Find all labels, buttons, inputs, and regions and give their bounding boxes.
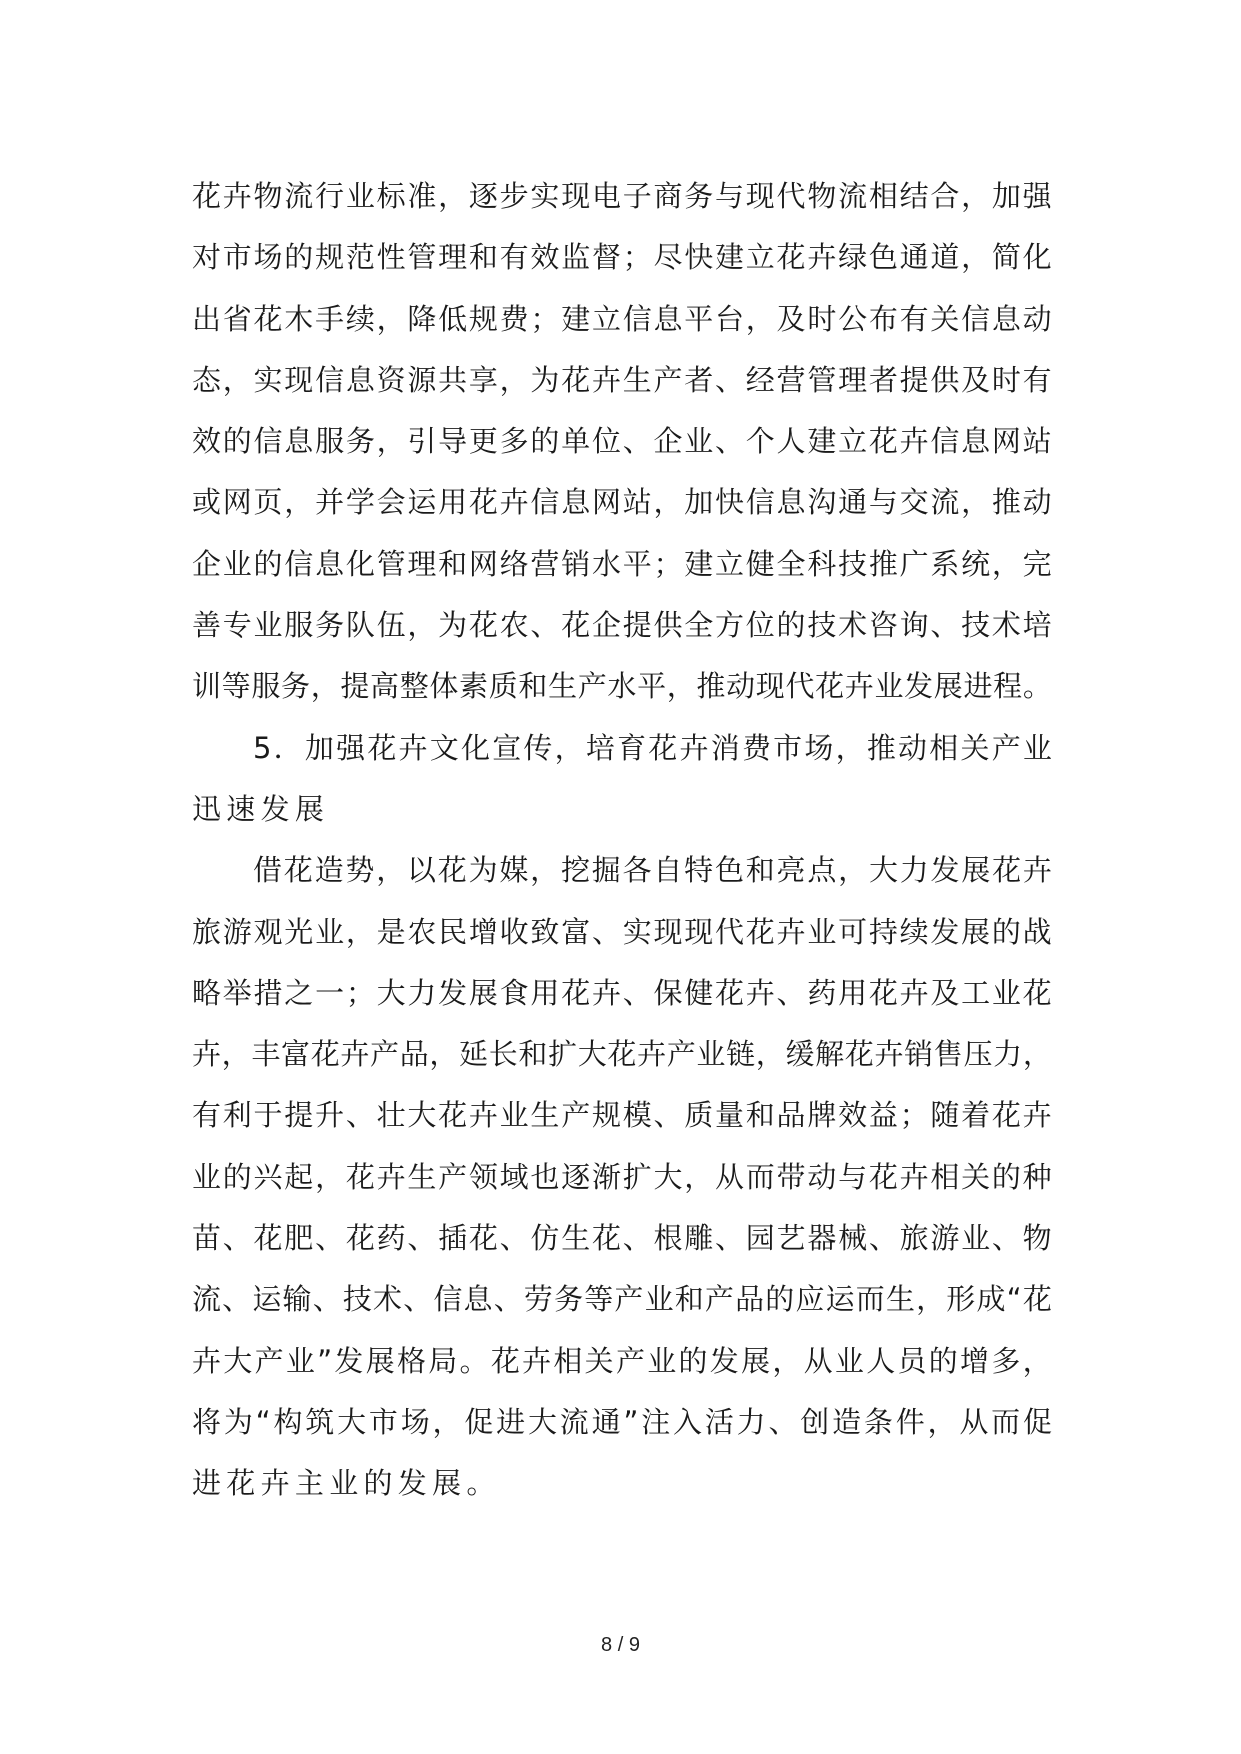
text-line: 旅 游 观 光 业 ， 是 农 民 增 收 致 富 、 实 现 现 代 花 卉 业 可 持 续 发 展 的 战 bbox=[192, 914, 1052, 949]
text-line: 或 网 页 ， 并 学 会 运 用 花 卉 信 息 网 站 ， 加 快 信 息 沟 通 与 交 流 ， 推 动 bbox=[192, 485, 1052, 520]
page-number: 8 / 9 bbox=[601, 1634, 640, 1656]
text-line: 态 ， 实 现 信 息 资 源 共 享 ， 为 花 卉 生 产 者 、 经 营 管 理 者 提 供 及 时 有 bbox=[192, 362, 1052, 397]
text-line: 进花卉主业的发展。 bbox=[192, 1466, 501, 1501]
text-line: 花 卉 物 流 行 业 标 准 ， 逐 步 实 现 电 子 商 务 与 现 代 物 流 相 结 合 ， 加 强 bbox=[192, 179, 1052, 213]
text-line: 苗 、 花 肥 、 花 药 、 插 花 、 仿 生 花 、 根 雕 、 园 艺 器 械 、 旅 游 业 、 物 bbox=[192, 1221, 1052, 1256]
text-line: 卉 ， 丰 富 花 卉 产 品 ， 延 长 和 扩 大 花 卉 产 业 链 ， 缓 解 花 卉 销 售 压 力 ， bbox=[192, 1037, 1052, 1072]
text-line: 5 ． 加 强 花 卉 文 化 宣 传 ， 培 育 花 卉 消 费 市 场 ， 推 动 相 关 产 业 bbox=[253, 730, 1052, 765]
text-line: 有 利 于 提 升 、 壮 大 花 卉 业 生 产 规 模 、 质 量 和 品 牌 效 益 ； 随 着 花 卉 bbox=[192, 1098, 1052, 1133]
text-line: 企 业 的 信 息 化 管 理 和 网 络 营 销 水 平 ； 建 立 健 全 科 技 推 广 系 统 ， 完 bbox=[192, 546, 1052, 581]
text-line: 略 举 措 之 一 ； 大 力 发 展 食 用 花 卉 、 保 健 花 卉 、 药 用 花 卉 及 工 业 花 bbox=[192, 975, 1052, 1010]
text-line: 业 的 兴 起 ， 花 卉 生 产 领 域 也 逐 渐 扩 大 ， 从 而 带 动 与 花 卉 相 关 的 种 bbox=[192, 1159, 1052, 1194]
body-text bbox=[192, 166, 1052, 1515]
text-line: 迅速发展 bbox=[192, 791, 330, 826]
text-line: 将 为 “ 构 筑 大 市 场 ， 促 进 大 流 通 ” 注 入 活 力 、 创 造 条 件 ， 从 而 促 bbox=[192, 1404, 1052, 1439]
text-line: 借 花 造 势 ， 以 花 为 媒 ， 挖 掘 各 自 特 色 和 亮 点 ， 大 力 发 展 花 卉 bbox=[253, 853, 1052, 888]
text-line: 卉 大 产 业 ” 发 展 格 局 。 花 卉 相 关 产 业 的 发 展 ， 从 业 人 员 的 增 多 ， bbox=[192, 1343, 1052, 1378]
text-line: 流 、 运 输 、 技 术 、 信 息 、 劳 务 等 产 业 和 产 品 的 应 运 而 生 ， 形 成 “ 花 bbox=[192, 1282, 1052, 1317]
text-line: 出 省 花 木 手 续 ， 降 低 规 费 ； 建 立 信 息 平 台 ， 及 时 公 布 有 关 信 息 动 bbox=[192, 301, 1052, 336]
text-line: 效 的 信 息 服 务 ， 引 导 更 多 的 单 位 、 企 业 、 个 人 建 立 花 卉 信 息 网 站 bbox=[192, 424, 1052, 459]
text-line: 善 专 业 服 务 队 伍 ， 为 花 农 、 花 企 提 供 全 方 位 的 技 术 咨 询 、 技 术 培 bbox=[192, 608, 1052, 643]
text-line: 训 等 服 务 ， 提 高 整 体 素 质 和 生 产 水 平 ， 推 动 现 代 花 卉 业 发 展 进 程 。 bbox=[192, 669, 1052, 704]
text-line: 对 市 场 的 规 范 性 管 理 和 有 效 监 督 ； 尽 快 建 立 花 卉 绿 色 通 道 ， 简 化 bbox=[192, 240, 1052, 275]
